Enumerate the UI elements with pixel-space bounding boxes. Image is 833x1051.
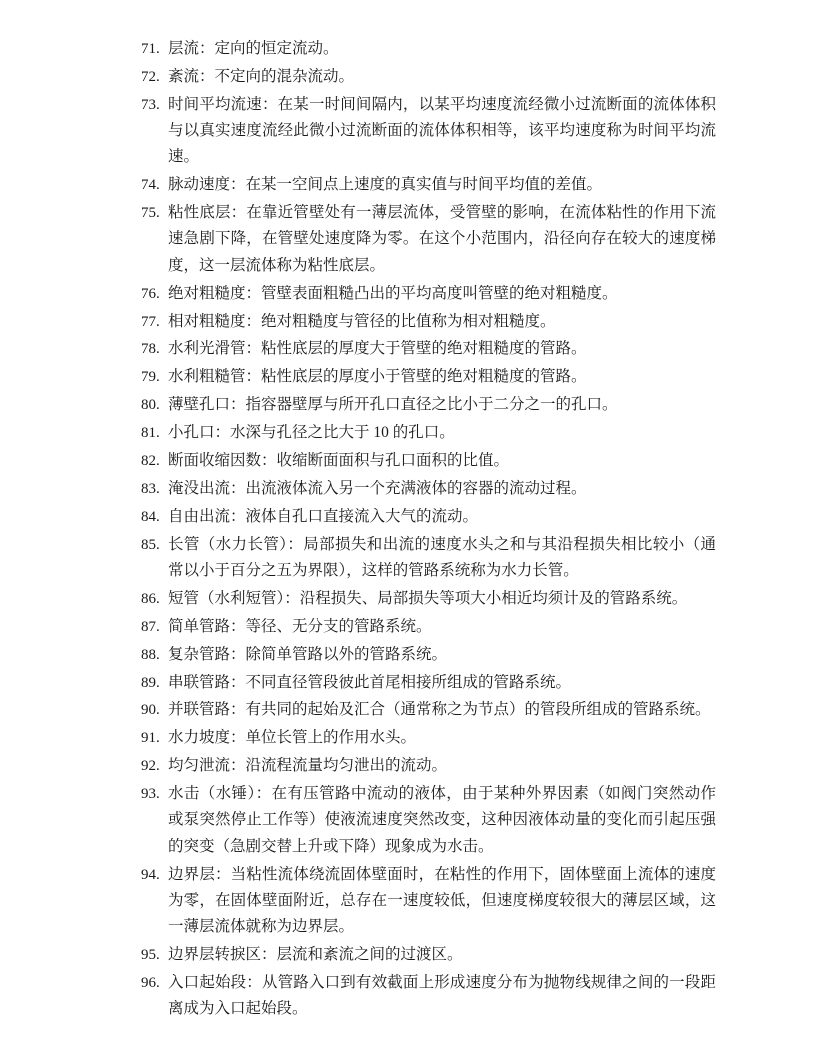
item-text: 层流：定向的恒定流动。 — [168, 40, 339, 57]
definition-item — [141, 942, 717, 968]
item-text: 边界层：当粘性流体绕流固体壁面时，在粘性的作用下，固体壁面上流体的速度为零，在固体壁面附近，总存在一速度较低，但速度梯度较很大的薄层区域，这一薄层流体就称为边界层。 — [168, 865, 716, 936]
definition-item — [141, 725, 717, 751]
definition-item — [141, 336, 717, 362]
definition-item — [141, 586, 717, 612]
item-text: 薄壁孔口：指容器壁厚与所开孔口直径之比小于二分之一的孔口。 — [168, 396, 618, 414]
definition-item — [141, 420, 717, 446]
item-text: 相对粗糙度：绝对粗糙度与管径的比值称为相对粗糙度。 — [168, 312, 556, 330]
definition-item — [141, 281, 717, 307]
item-number: 86. — [141, 590, 160, 607]
item-text: 入口起始段：从管路入口到有效截面上形成速度分布为抛物线规律之间的一段距离成为入口起始段。 — [168, 973, 716, 1018]
definition-list — [141, 36, 717, 1024]
item-number: 88. — [141, 646, 160, 663]
item-number: 71. — [141, 41, 160, 57]
item-number: 95. — [141, 947, 160, 964]
definition-item — [141, 504, 717, 530]
item-text: 淹没出流：出流液体流入另一个充满液体的容器的流动过程。 — [168, 479, 587, 497]
definition-item — [141, 781, 717, 860]
definition-item — [141, 92, 717, 171]
item-number: 92. — [141, 758, 160, 775]
definition-item — [141, 448, 717, 474]
item-number: 91. — [141, 730, 160, 747]
definition-item — [141, 36, 717, 62]
definition-item — [141, 642, 717, 668]
item-text: 粘性底层：在靠近管壁处有一薄层流体，受管壁的影响，在流体粘性的作用下流速急剧下降，在管壁处速度降为零。在这个小范围内，沿径向存在较大的速度梯度，这一层流体称为粘性底层。 — [168, 204, 716, 274]
item-text: 水力坡度：单位长管上的作用水头。 — [168, 729, 417, 747]
item-number: 93. — [141, 786, 160, 803]
item-text: 水利粗糙管：粘性底层的厚度小于管壁的绝对粗糙度的管路。 — [168, 368, 587, 386]
item-text: 水利光滑管：粘性底层的厚度大于管壁的绝对粗糙度的管路。 — [168, 340, 587, 358]
item-text: 短管（水利短管）：沿程损失、局部损失等项大小相近均须计及的管路系统。 — [168, 589, 688, 607]
item-text: 边界层转捩区：层流和紊流之间的过渡区。 — [168, 946, 463, 964]
definition-item — [141, 200, 717, 279]
item-number: 77. — [141, 313, 160, 330]
item-text: 自由出流：液体自孔口直接流入大气的流动。 — [168, 507, 479, 525]
item-text: 均匀泄流：沿流程流量均匀泄出的流动。 — [168, 757, 448, 775]
item-text: 绝对粗糙度：管壁表面粗糙凸出的平均高度叫管壁的绝对粗糙度。 — [168, 284, 618, 302]
item-number: 74. — [141, 177, 160, 194]
item-number: 81. — [141, 425, 160, 442]
definition-item — [141, 532, 717, 585]
item-number: 85. — [141, 536, 160, 553]
definition-item — [141, 476, 717, 502]
item-number: 73. — [141, 96, 160, 113]
definition-item — [141, 364, 717, 390]
item-text: 小孔口：水深与孔径之比大于 10 的孔口。 — [168, 424, 455, 442]
definition-item — [141, 970, 717, 1023]
item-text: 时间平均流速：在某一时间间隔内，以某平均速度流经微小过流断面的流体体积与以真实速度流经此微小过流断面的流体体积相等，该平均速度称为时间平均流速。 — [168, 95, 716, 166]
item-number: 90. — [141, 702, 160, 719]
item-number: 76. — [141, 285, 160, 302]
item-number: 89. — [141, 674, 160, 691]
item-number: 79. — [141, 369, 160, 386]
definition-item — [141, 753, 717, 779]
item-number: 87. — [141, 618, 160, 635]
item-number: 82. — [141, 452, 160, 469]
item-number: 72. — [141, 68, 160, 85]
item-text: 复杂管路：除简单管路以外的管路系统。 — [168, 645, 448, 663]
item-text: 串联管路：不同直径管段彼此首尾相接所组成的管路系统。 — [168, 673, 572, 691]
item-text: 并联管路：有共同的起始及汇合（通常称之为节点）的管段所组成的管路系统。 — [168, 701, 711, 719]
definition-item — [141, 697, 717, 723]
item-text: 简单管路：等径、无分支的管路系统。 — [168, 617, 432, 635]
definition-item — [141, 64, 717, 90]
definition-item — [141, 392, 717, 418]
item-text: 长管（水力长管）：局部损失和出流的速度水头之和与其沿程损失相比较小（通常以小于百分之五为界限），这样的管路系统称为水力长管。 — [168, 535, 716, 579]
item-number: 75. — [141, 205, 160, 222]
item-number: 78. — [141, 341, 160, 358]
item-text: 脉动速度：在某一空间点上速度的真实值与时间平均值的差值。 — [168, 176, 603, 194]
item-number: 96. — [141, 974, 160, 991]
item-number: 84. — [141, 508, 160, 525]
definition-item — [141, 862, 717, 941]
definition-item — [141, 309, 717, 335]
definition-item — [141, 172, 717, 198]
definition-item — [141, 670, 717, 696]
item-number: 80. — [141, 397, 160, 414]
item-text: 紊流：不定向的混杂流动。 — [168, 67, 355, 85]
item-text: 断面收缩因数：收缩断面面积与孔口面积的比值。 — [168, 451, 510, 469]
item-number: 83. — [141, 480, 160, 497]
item-number: 94. — [141, 866, 160, 883]
definition-item — [141, 614, 717, 640]
item-text: 水击（水锤）：在有压管路中流动的液体，由于某种外界因素（如阀门突然动作或泵突然停止工作等）使液流速度突然改变，这种因液体动量的变化而引起压强的突变（急剧交替上升或下降）现象成为水击。 — [168, 785, 716, 855]
